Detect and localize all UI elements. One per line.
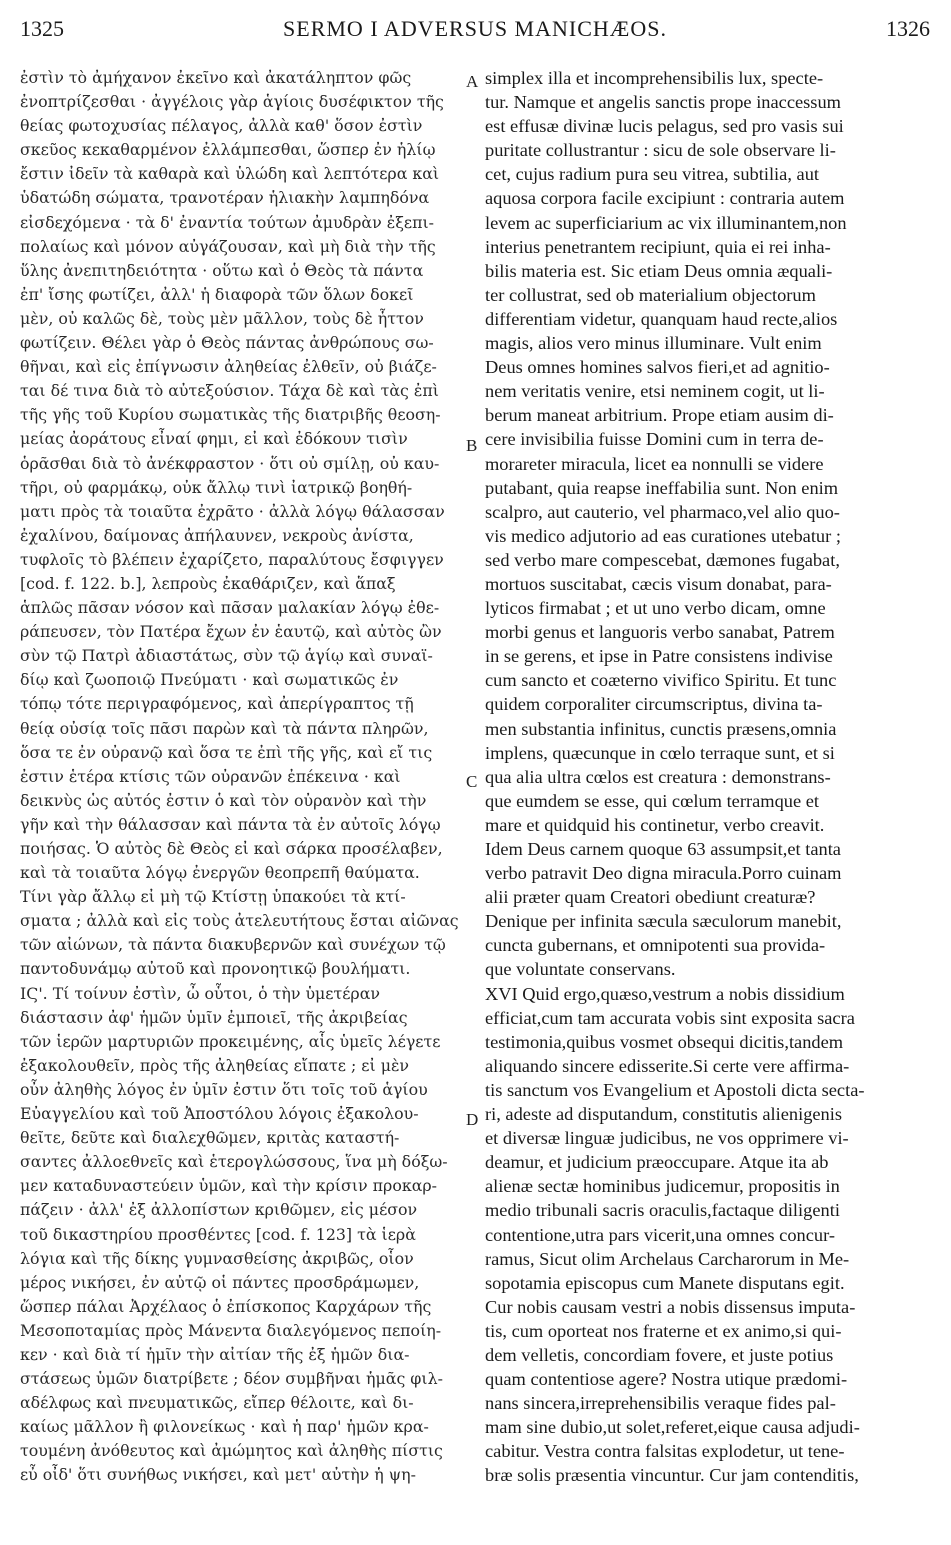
latin-text-line: differentiam videtur, quanquam haud recte,alios [485,308,838,329]
greek-text-line: τῶν αἰώνων, τὰ πάντα διακυβερνῶν καὶ συνέχων τῷ [20,935,446,955]
greek-column [20,66,470,1536]
margin-marker-b: B [466,436,478,455]
latin-text-line: men substantia infinitus, cunctis præsens,omnia [485,718,837,739]
latin-text-line: berum maneat arbitrium. Prope etiam ausim di- [485,405,834,426]
page-header [20,10,930,50]
latin-text-line: mortuos suscitabat, cæcis visum donabat, para- [485,573,832,594]
greek-text-line: τοῦ δικαστηρίου προσθέντες [cod. f. 123] τὰ ἱερὰ [20,1224,416,1244]
greek-text-line: πολαίως καὶ μόνον αὐγάζουσαν, καὶ μὴ διὰ τὴν τῆς [20,236,436,256]
greek-text-line: τῶν ἱερῶν μαρτυριῶν προκειμένης, αἷς ὑμεῖς λέγετε [20,1031,441,1051]
latin-text-line: alienæ sectæ hominibus judicemur, propositis in [485,1176,840,1197]
greek-text-line: σὺν τῷ Πατρὶ ἀδιαστάτως, σὺν τῷ ἁγίῳ καὶ συναϊ- [20,646,433,666]
greek-text-line: λόγια καὶ τῆς δίκης γυμνασθείσης ἀκριβῶς, οἷον [20,1248,414,1268]
latin-text-line: bræ solis præsentia vincuntur. Cur jam contenditis, [485,1465,859,1486]
greek-text-line: ὥσπερ πάλαι Ἀρχέλαος ὁ ἐπίσκοπος Καρχάρων τῆς [20,1296,432,1316]
latin-text-line: quidem corporaliter circumscriptus, divina ta- [485,694,823,715]
greek-text-line: τόπῳ τότε περιγραφόμενος, καὶ ἀπερίγραπτος τῇ [20,694,414,714]
latin-text-line: aquosa corpora facile excipiunt : contraria autem [485,188,845,209]
latin-text-line: Denique per infinita sæcula sæculorum manebit, [485,911,842,932]
greek-text-line: εὖ οἶδ' ὅτι συνήθως νικήσει, καὶ μετ' αὐτὴν ἡ ψη- [20,1465,416,1485]
greek-text-line: μὲν, οὐ καλῶς δὲ, τοὺς μὲν μᾶλλον, τοὺς δὲ ἧττον [20,308,424,328]
latin-text-line: est effusæ divinæ lucis pelagus, sed pro vasis sui [485,116,844,137]
greek-text-line: κεν · καὶ διὰ τί ἡμῖν τὴν αἰτίαν τῆς ἐξ ἡμῶν δια- [20,1344,410,1364]
greek-text-line: μεν καταδυναστεύειν ὑμῶν, καὶ τὴν κρίσιν προκαρ- [20,1176,437,1196]
greek-text-line: Τίνι γὰρ ἄλλῳ εἰ μὴ τῷ Κτίστῃ ὑπακούει τὰ κτί- [20,887,406,907]
greek-text-line: ἐχαλίνου, δαίμονας ἀπήλαυνεν, νεκροὺς ἀνίστα, [20,525,414,545]
greek-text-line: τυφλοῖς τὸ βλέπειν ἐχαρίζετο, παραλύτους ἔσφιγγεν [20,549,444,569]
latin-text-line: puritate collustrantur : sicu de sole observare li- [485,140,836,161]
latin-text-line: alii præter quam Creatori obediunt creaturæ? [485,887,816,908]
latin-text-line: cet, cujus radium pura seu vitrea, subtilia, aut [485,164,819,185]
greek-text-line: θείας φωτοχυσίας πέλαγος, ἀλλὰ καθ' ὅσον ἐστὶν [20,116,423,136]
latin-text-line: aliquando sincere edisserite.Si certe vere affirma- [485,1055,850,1076]
page-number-right: 1326 [886,16,930,41]
latin-text-line: morbi genus et languoris verbo sanabat, Patrem [485,622,835,643]
greek-text-line: ἁπλῶς πᾶσαν νόσον καὶ πᾶσαν μαλακίαν λόγῳ ἐθε- [20,598,440,618]
greek-text-line: σκεῦος κεκαθαρμένον ἐλλάμπεσθαι, ὥσπερ ἐν ἡλίῳ [20,140,436,160]
latin-text-line: bilis materia est. Sic etiam Deus omnia æquali- [485,260,833,281]
greek-text-line: ὁρᾶσθαι διὰ τὸ ἀνέκφραστον · ὅτι οὐ σμίλῃ, οὐ καυ- [20,453,440,473]
latin-text-line: levem ac superficiarium ac vix illuminantem,non [485,212,847,233]
latin-text-line: que voluntate conservans. [485,959,676,980]
greek-text-line: εἰσδεχόμενα · τὰ δ' ἐναντία τούτων ἀμυδρὰν ἐξεπι- [20,212,434,232]
greek-text-line: διάστασιν ἀφ' ἡμῶν ὑμῖν ἐμποιεῖ, τῆς ἀκριβείας [20,1007,408,1027]
greek-text-line: ματι πρὸς τὰ τοιαῦτα ἐχρᾶτο · ἀλλὰ λόγῳ θάλασσαν [20,501,445,521]
greek-text-line: [cod. f. 122. b.], λεπροὺς ἐκαθάριζεν, καὶ ἅπαξ [20,573,396,593]
greek-text-line: οὖν ἀληθὴς λόγος ἐν ὑμῖν ἐστιν ὅτι τοῖς τοῦ ἁγίου [20,1079,428,1099]
latin-text-line: dem velletis, concordiam fovere, et juste potius [485,1344,834,1365]
greek-text-line: αδέλφως καὶ πνευματικῶς, εἴπερ θέλοιτε, καὶ δι- [20,1393,414,1413]
latin-text-line: simplex illa et incomprehensibilis lux, specte- [485,68,824,88]
latin-text-line: qua alia ultra cœlos est creatura : demonstrans- [485,766,831,787]
greek-text-line: ἐστιν ἑτέρα κτίσις τῶν οὐρανῶν ἐπέκεινα · καὶ [20,766,401,786]
latin-text-line: tis sanctum vos Evangelium et Apostoli dicta secta- [485,1079,865,1100]
latin-text-line: lyticos firmabat ; et ut uno verbo dicam, omne [485,598,826,619]
margin-marker-d: D [466,1110,479,1129]
latin-text-line: magis, alios vero minus illuminare. Vult enim [485,333,822,354]
latin-text-line: ramus, Sicut olim Archelaus Carcharorum in Me- [485,1248,850,1269]
greek-text-line: ΙϚ'. Τί τοίνυν ἐστὶν, ὦ οὗτοι, ὁ τὴν ὑμετέραν [20,983,380,1003]
greek-text-line: παντοδυνάμῳ αὐτοῦ καὶ προνοητικῷ βουλήματι. [20,959,411,979]
greek-text-line: μείας ἀοράτους εἶναί φημι, εἰ καὶ ἐδόκουν τισὶν [20,429,408,449]
running-title: SERMO I ADVERSUS MANICHÆOS. [283,16,667,41]
latin-text-line: sopotamia episcopus cum Manete disputans egit. [485,1272,845,1293]
greek-text-line: τῆρι, οὐ φαρμάκῳ, οὐκ ἄλλῳ τινὶ ἰατρικῷ βοηθή- [20,477,413,497]
latin-text-line: nans sincera,irreprehensibilis veraque fides pal- [485,1393,836,1414]
greek-text-line: θῆναι, καὶ εἰς ἐπίγνωσιν ἀληθείας ἐλθεῖν, οὐ βιάζε- [20,357,437,377]
latin-text-line: in se gerens, et ipse in Patre consistens indivise [485,646,833,667]
greek-text-line: τουμένη ἀνόθευτος καὶ ἀμώμητος καὶ ἀληθὴς πίστις [20,1441,443,1461]
greek-text-line: δίῳ καὶ ζωοποιῷ Πνεύματι · καὶ σωματικῶς ἐν [20,670,399,690]
greek-text-line: πάζειν · ἀλλ' ἐξ ἀλλοπίστων κριθῶμεν, εἰς μέσον [20,1200,418,1220]
latin-text-line: verbo patravit Deo digna miracula.Porro cuinam [485,863,842,884]
latin-text-line: mare et quidquid his continetur, verbo creavit. [485,814,825,835]
page-number-left: 1325 [20,16,64,41]
latin-text-line: tis, cum oporteat nos fraterne et ex animo,si qui- [485,1320,842,1341]
latin-text-line: Deus omnes homines salvos fieri,et ad agnitio- [485,357,830,378]
greek-text-line: ὕλης ἀνεπιτηδειότητα · οὕτω καὶ ὁ Θεὸς τὰ πάντα [20,260,424,280]
greek-text-line: θεῖτε, δεῦτε καὶ διαλεχθῶμεν, κριτὰς καταστή- [20,1128,400,1148]
latin-text-line: ri, adeste ad disputandum, constitutis alienigenis [485,1104,843,1125]
latin-column [485,66,935,1536]
latin-text-line: nem veritatis venire, etsi neminem cogit, ut li- [485,381,825,402]
latin-text-line: que eumdem se esse, qui cœlum terramque et [485,790,819,811]
greek-text-line: στάσεως ὑμῶν διατρίβετε ; δέον συμβῆναι ἡμᾶς φιλ- [20,1369,443,1389]
greek-text-line: ἔστιν ἰδεῖν τὰ καθαρὰ καὶ ὑλώδη καὶ λεπτότερα καὶ [20,164,440,184]
greek-text-line: γῆν καὶ τὴν θάλασσαν καὶ πάντα τὰ ἐν αὐτοῖς λόγῳ [20,814,441,834]
greek-text-line: μέρος νικήσει, ἐν αὐτῷ οἱ πάντες προσδράμωμεν, [20,1272,420,1292]
greek-text-line: καίως μᾶλλον ἢ φιλονείκως · καὶ ἡ παρ' ἡμῶν κρα- [20,1417,429,1437]
greek-text-line: ἐπ' ἴσης φωτίζει, ἀλλ' ἡ διαφορὰ τῶν ὅλων δοκεῖ [20,284,414,304]
latin-text-line: vis medico adjutorio ad eas curationes utebatur ; [485,525,841,546]
latin-text-line: Idem Deus carnem quoque 63 assumpsit,et tanta [485,839,841,859]
greek-text-line: ται δέ τινα διὰ τὸ αὐτεξούσιον. Τάχα δὲ καὶ τὰς ἐπὶ [20,381,439,401]
latin-text-line: contentione,utra pars vicerit,una omnes concur- [485,1224,835,1245]
greek-text-line: ὑδατώδη σώματα, τρανοτέραν ἡλιακὴν λαμπηδόνα [20,188,430,208]
latin-text-line: XVI Quid ergo,quæso,vestrum a nobis dissidium [485,983,845,1004]
margin-marker-a: A [466,72,479,91]
greek-text-line: ἐνοπτρίζεσθαι · ἀγγέλοις γὰρ ἁγίοις δυσέφικτον τῆς [20,92,444,112]
latin-text-line: morareter miracula, licet ea nonnulli se videre [485,453,824,474]
latin-text-line: medio tribunali sacris oraculis,factaque diligenti [485,1200,840,1221]
latin-text-line: implens, quæcunque in cœlo terraque sunt, et si [485,742,835,763]
latin-text-line: tur. Namque et angelis sanctis prope inaccessum [485,92,841,113]
margin-marker-c: C [466,772,478,791]
greek-text-line: φωτίζειν. Θέλει γὰρ ὁ Θεὸς πάντας ἀνθρώπους σω- [20,333,434,353]
latin-text-line: Cur nobis causam vestri a nobis dissensus imputa- [485,1296,856,1317]
greek-text-line: σαντες ἀλλοεθνεῖς καὶ ἑτερογλώσσους, ἵνα μὴ δόξω- [20,1152,448,1172]
latin-text-line: deamur, et judicium præoccupare. Atque ita ab [485,1152,829,1173]
greek-text-line: σματα ; ἀλλὰ καὶ εἰς τοὺς ἀτελευτήτους ἔσται αἰῶνας [20,911,459,931]
greek-text-line: Εὐαγγελίου καὶ τοῦ Ἀποστόλου λόγοις ἐξακολου- [20,1104,419,1124]
latin-text-line: quam contentiose agere? Nostra utique prædomi- [485,1369,848,1390]
latin-text-line: cere invisibilia fuisse Domini cum in terra de- [485,429,824,450]
greek-text-line: Μεσοποταμίας πρὸς Μάνεντα διαλεγόμενος πεποίη- [20,1320,442,1340]
greek-text-line: καὶ τὰ τοιαῦτα λόγῳ ἐνεργῶν θεοπρεπῆ θαύματα. [20,863,420,883]
latin-text-line: cum sancto et coæterno vivifico Spiritu. Et tunc [485,670,837,691]
greek-text-line: θείᾳ οὐσίᾳ τοῖς πᾶσι παρὼν καὶ τὰ πάντα πληρῶν, [20,718,429,738]
latin-text-line: mam sine dubio,ut solet,referet,eique causa adjudi- [485,1417,860,1438]
latin-text-line: sed verbo mare compescebat, dæmones fugabat, [485,549,840,570]
greek-text-line: δεικνὺς ὡς αὐτός ἐστιν ὁ καὶ τὸν οὐρανὸν καὶ τὴν [20,790,427,810]
latin-text-line: cuncta gubernans, et omnipotenti sua provida- [485,935,826,956]
latin-text-line: ter collustrat, sed ob materialium objectorum [485,284,816,305]
greek-text-line: ράπευσεν, τὸν Πατέρα ἔχων ἐν ἑαυτῷ, καὶ αὐτὸς ὢν [20,622,442,642]
greek-text-line: ἐστὶν τὸ ἀμήχανον ἐκεῖνο καὶ ἀκατάληπτον φῶς [20,68,412,87]
latin-text-line: interius penetrantem recipiunt, quia ei rei inha- [485,236,831,257]
latin-text-line: efficiat,cum tam accurata vobis sint exposita sacra [485,1007,855,1028]
latin-text-line: scalpro, aut cauterio, vel pharmaco,vel alio quo- [485,501,840,522]
latin-text-line: putabant, quia reapse ineffabilia sunt. Non enim [485,477,839,498]
greek-text-line: τῆς γῆς τοῦ Κυρίου σωματικὰς τῆς διατριβῆς θεοση- [20,405,441,425]
greek-text-line: ὅσα τε ἐν οὐρανῷ καὶ ὅσα τε ἐπὶ τῆς γῆς, καὶ εἴ τις [20,742,433,762]
latin-text-line: testimonia,quibus vosmet obsequi dicitis,tandem [485,1031,844,1052]
latin-text-line: cabitur. Vestra contra falsitas explodetur, ut tene- [485,1441,845,1462]
latin-text-line: et diversæ linguæ judicibus, ne vos opprimere vi- [485,1128,849,1149]
greek-text-line: ποιήσας. Ὁ αὐτὸς δὲ Θεὸς εἰ καὶ σάρκα προσέλαβεν, [20,839,443,858]
greek-text-line: ἐξακολουθεῖν, πρὸς τῆς ἀληθείας εἴπατε ; εἰ μὲν [20,1055,410,1075]
